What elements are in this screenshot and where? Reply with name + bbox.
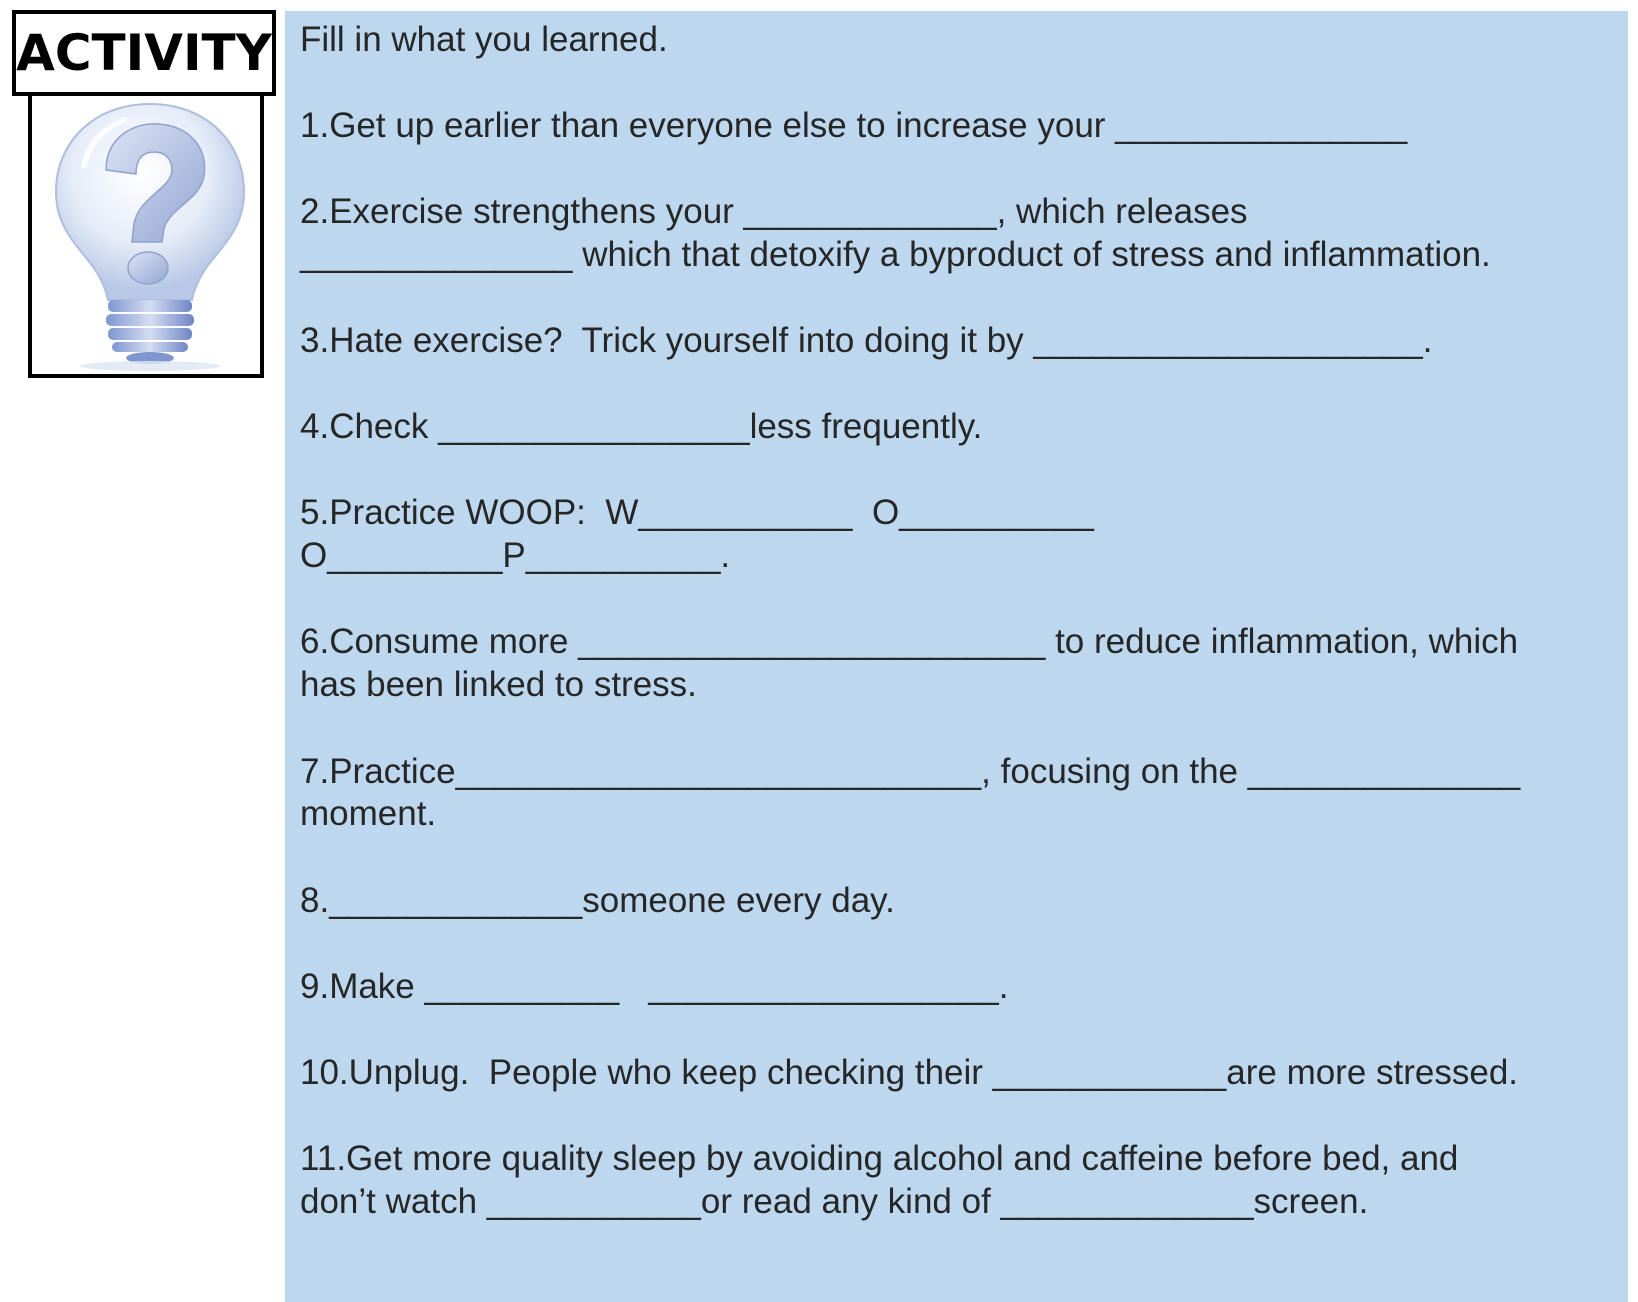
question-9: 9.Make __________ __________________. [300, 967, 1009, 1006]
question-5-line-2: O_________P__________. [300, 536, 731, 575]
question-8: 8._____________someone every day. [300, 881, 895, 920]
question-6-line-1: 6.Consume more ________________________ to reduce inflammation, which [300, 622, 1519, 661]
question-5-line-1: 5.Practice WOOP: W___________ O__________ [300, 493, 1094, 532]
illustration-frame [28, 96, 264, 378]
activity-label-text: ACTIVITY [16, 24, 272, 82]
question-7-line-2: moment. [300, 794, 437, 833]
question-11-line-2: don’t watch ___________or read any kind of _____________screen. [300, 1182, 1369, 1221]
question-2-line-1: 2.Exercise strengthens your _____________, which releases [300, 192, 1248, 231]
question-7-line-1: 7.Practice___________________________, focusing on the ______________ [300, 752, 1521, 791]
question-2-line-2: ______________ which that detoxify a byproduct of stress and inflammation. [300, 235, 1491, 274]
activity-label [12, 10, 276, 96]
question-11-line-1: 11.Get more quality sleep by avoiding alcohol and caffeine before bed, and [300, 1139, 1459, 1178]
question-10: 10.Unplug. People who keep checking their ____________are more stressed. [300, 1053, 1519, 1092]
question-1: 1.Get up earlier than everyone else to increase your _______________ [300, 106, 1408, 145]
question-3: 3.Hate exercise? Trick yourself into doing it by ____________________. [300, 321, 1433, 360]
question-4: 4.Check ________________less frequently. [300, 407, 983, 446]
question-6-line-2: has been linked to stress. [300, 665, 697, 704]
question-lightbulb-icon [32, 96, 268, 378]
worksheet-intro: Fill in what you learned. [300, 20, 668, 59]
